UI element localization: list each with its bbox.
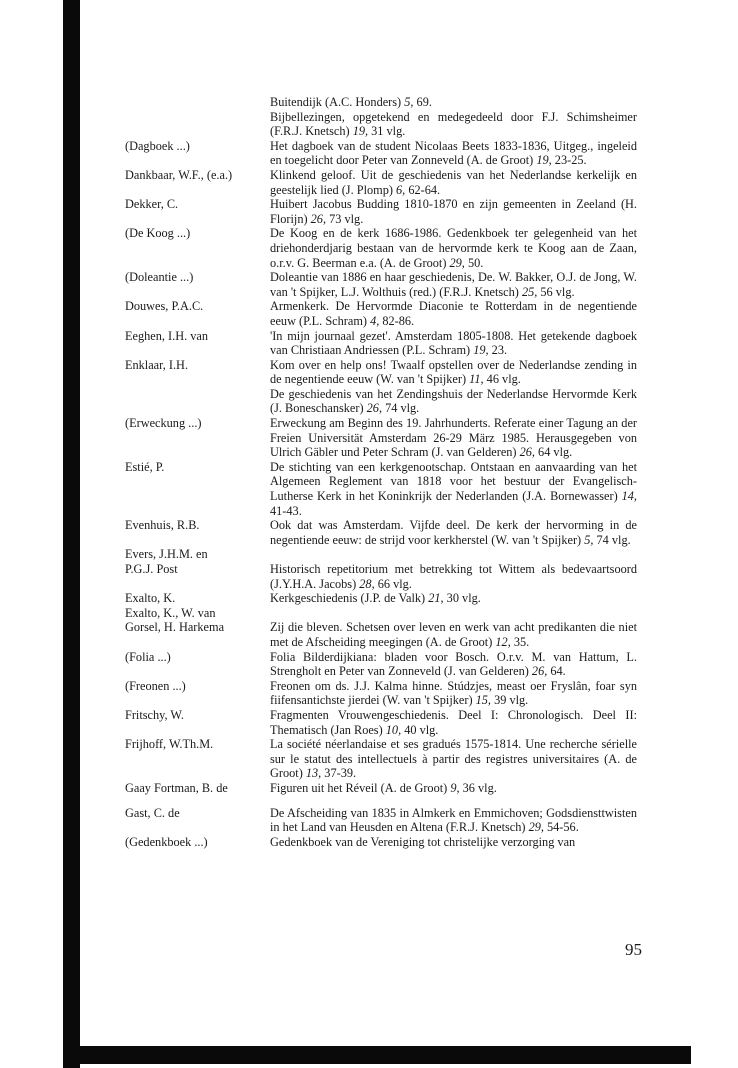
volume-number: 5, [404,95,414,109]
entry-author: Estié, P. [125,459,165,474]
entry-text-part: Figuren uit het Réveil (A. de Groot) [270,780,451,795]
entry-author: (Freonen ...) [125,678,186,693]
entry-text-part: 56 vlg. [537,284,575,299]
entry-text-part: 35. [510,634,530,649]
volume-number: 19, [473,343,489,358]
entry-text [270,518,637,547]
index-entry [125,650,637,679]
entry-author: Eeghen, I.H. van [125,328,208,343]
index-list [125,95,637,849]
entry-text-part: 23. [488,343,508,358]
entry-author: (Erweckung ...) [125,416,202,431]
entry-text [270,299,637,328]
index-entry [125,197,637,226]
entry-text-part: De Koog en de kerk 1686-1986. Gedenkboek ter gelegenheid van het driehonderdjarig bestaan van de hervormde kerk te Koog aan de Zaan, o.r.v. G. Beerman e.a. (A. de Groot) [270,226,637,270]
entry-text-part: Huibert Jacobus Budding 1810-1870 en zijn gemeenten in Zeeland (H. Florijn) [270,197,637,226]
index-entry [125,329,637,358]
volume-number: 15, [475,693,491,708]
entry-text [270,460,637,518]
entry-author: Gast, C. de [125,805,180,820]
entry-text-part: 64. [547,664,566,679]
entry-author: (De Koog ...) [125,226,191,241]
entry-text-part: 23-25. [551,153,587,168]
entry-text-part: Ook dat was Amsterdam. Vijfde deel. De kerk der hervorming in de negentiende eeuw: de strijd voor kerkherstel (W. van 't Spijker) [270,518,637,547]
entry-text-part: Het dagboek van de student Nicolaas Beets 1833-1836, Uitgeg., ingeleid en toegelicht door Peter van Zonneveld (A. de Groot) [270,138,637,168]
entry-text [270,781,637,796]
entry-text-part: 74 vlg. [382,401,420,416]
index-entry [125,110,637,139]
entry-text-part: 41-43. [270,503,302,518]
entry-text-part: 62-64. [405,182,441,197]
entry-text [270,226,637,270]
entry-author: Douwes, P.A.C. [125,299,204,314]
index-entry [125,781,637,796]
page-number: 95 [625,940,642,959]
volume-number: 26, [310,211,327,226]
entry-text [270,168,637,197]
volume-number: 21, [428,591,444,606]
entry-text-part: 50. [464,255,484,270]
volume-number: 29, [528,820,544,835]
entry-text [270,270,637,299]
entry-text-part: Buitendijk (A.C. Honders) [270,95,405,109]
index-entry [125,299,637,328]
entry-text-part: La société néerlandaise et ses gradués 1575-1814. Une recherche sérielle sur le statut des intellectuels à partir des registres universitaires (A. de Groot) [270,737,637,781]
entry-text [270,197,637,226]
entry-text [270,606,637,650]
index-entry [125,460,637,518]
volume-number: 26, [531,664,548,679]
entry-author [125,95,270,110]
entry-text [270,329,637,358]
entry-text-part: 74 vlg. [593,532,631,547]
entry-text-part: Armenkerk. De Hervormde Diaconie te Rotterdam in de negentiende eeuw (P.L. Schram) [270,299,637,328]
entry-text-part: Kerkgeschiedenis (J.P. de Valk) [270,591,429,606]
entry-text-part: Klinkend geloof. Uit de geschiedenis van het Nederlandse kerkelijk en geestelijk lied (J. Plomp) [270,167,637,197]
volume-number: 26, [366,401,383,416]
entry-text-part: 39 vlg. [491,693,529,708]
index-entry [125,679,637,708]
entry-author: Evenhuis, R.B. [125,518,200,533]
index-entry [125,95,637,110]
entry-text-part: 64 vlg. [534,445,573,460]
entry-text-part: Gedenkboek van de Vereniging tot christelijke verzorging van [270,834,576,849]
entry-text-part: 66 vlg. [374,576,412,591]
entry-text-part: Kom over en help ons! Twaalf opstellen over de Nederlandse zending in de negentiende eeuw (W. van 't Spijker) [270,357,637,387]
entry-text-part: 36 vlg. [459,780,497,795]
entry-text-part: 31 vlg. [368,124,406,139]
index-entry [125,139,637,168]
entry-text [270,139,637,168]
volume-number: 6, [396,182,406,197]
index-entry [125,547,637,591]
entry-text-part: Historisch repetitorium met betrekking tot Wittem als bedevaartsoord (J.Y.H.A. Jacobs) [270,562,637,591]
entry-text-part: Folia Bilderdijkiana: bladen voor Bosch. O.r.v. M. van Hattum, L. Strengholt en Peter van Zonneveld (J. van Gelderen) [270,649,637,679]
entry-text [270,737,637,781]
entry-author: Exalto, K., W. van Gorsel, H. Harkema [125,605,225,635]
entry-author: Fritschy, W. [125,707,184,722]
volume-number: 9, [450,780,460,795]
entry-text-part: 37-39. [321,766,357,781]
entry-author: (Gedenkboek ...) [125,834,208,849]
index-entry [125,226,637,270]
entry-author: Dekker, C. [125,197,179,212]
entry-author: Evers, J.H.M. en P.G.J. Post [125,547,208,576]
entry-author: Dankbaar, W.F., (e.a.) [125,167,233,182]
entry-author: (Doleantie ...) [125,270,194,285]
entry-text-part: 54-56. [543,820,579,835]
entry-text [270,110,637,139]
entry-author: Gaay Fortman, B. de [125,780,228,795]
entry-text-part: 82-86. [379,313,415,328]
entry-text [270,679,637,708]
volume-number: 29, [449,255,465,270]
volume-number: 19, [536,153,552,168]
volume-number: 26, [519,445,535,460]
index-entry [125,270,637,299]
index-entry [125,591,637,606]
volume-number: 4, [370,313,380,328]
entry-author: (Dagboek ...) [125,138,190,153]
entry-text [270,650,637,679]
entry-text [270,416,637,460]
volume-number: 12, [495,634,511,649]
scan-left-edge [63,0,80,1068]
scan-bottom-edge [63,1046,691,1064]
entry-text-part: De Afscheiding van 1835 in Almkerk en Emmichoven; Godsdiensttwisten in het Land van Heusden en Altena (F.R.J. Knetsch) [270,805,637,835]
volume-number: 14, [621,489,637,504]
entry-text-part: De stichting van een kerkgenootschap. Ontstaan en aanvaarding van het Algemeen Reglement van 1818 voor het bestuur der Evangelisch-Lutherse Kerk in het Koninkrijk der Nederlanden (J.A. Bornewasser) [270,459,637,504]
volume-number: 19, [352,124,369,139]
index-entry [125,416,637,460]
entry-author: Frijhoff, W.Th.M. [125,737,214,752]
entry-text [270,547,637,591]
entry-text [270,835,637,850]
entry-text-part: 69. [413,95,432,109]
index-entry [125,358,637,387]
volume-number: 10, [385,722,402,737]
index-entry [125,168,637,197]
entry-text-part: 73 vlg. [326,211,364,226]
entry-text-part: Doleantie van 1886 en haar geschiedenis, De. W. Bakker, O.J. de Jong, W. van 't Spijker, L.J. Wolthuis (red.) (F.R.J. Knetsch) [270,270,637,299]
entry-text [270,358,637,387]
index-entry [125,708,637,737]
entry-text-part: 46 vlg. [483,372,521,387]
entry-author [125,387,270,416]
index-entry [125,518,637,547]
index-entry [125,606,637,650]
entry-text [270,806,637,835]
entry-text [270,708,637,737]
volume-number: 11, [469,372,484,387]
entry-text-part: De geschiedenis van het Zendingshuis der Nederlandse Hervormde Kerk (J. Boneschansker) [270,386,637,416]
entry-author: Enklaar, I.H. [125,357,189,372]
entry-author [125,110,270,139]
entry-text-part: Bijbellezingen, opgetekend en medegedeeld door F.J. Schimsheimer (F.R.J. Knetsch) [270,109,637,139]
entry-text-part: Zij die bleven. Schetsen over leven en werk van acht predikanten die niet met de Afscheiding meegingen (A. de Groot) [270,620,637,649]
entry-text-part: Freonen om ds. J.J. Kalma hinne. Stúdzjes, meast oer Fryslân, foar syn fiifensantichste jierdei (W. van 't Spijker) [270,678,637,708]
entry-text-part: 40 vlg. [401,722,439,737]
entry-author: (Folia ...) [125,649,171,664]
entry-author: Exalto, K. [125,591,176,606]
index-entry [125,806,637,835]
entry-text [270,591,637,606]
entry-text-part: 'In mijn journaal gezet'. Amsterdam 1805-1808. Het getekende dagboek van Christiaan Andriessen (P.L. Schram) [270,328,637,358]
entry-text-part: Fragmenten Vrouwengeschiedenis. Deel I: Chronologisch. Deel II: Thematisch (Jan Roes) [270,707,637,737]
entry-text [270,95,637,110]
entry-text-part: Erweckung am Beginn des 19. Jahrhunderts. Referate einer Tagung an der Freien Universität Amsterdam 26-29 März 1985. Herausgegeben von Ulrich Gäbler und Peter Schram (J. van Gelderen) [270,416,637,460]
volume-number: 28, [359,576,375,591]
entry-text [270,387,637,416]
index-entry [125,737,637,781]
volume-number: 25, [521,284,538,299]
index-entry [125,835,637,850]
index-entry [125,387,637,416]
entry-text-part: 30 vlg. [443,591,481,606]
volume-number: 5, [584,532,594,547]
volume-number: 13, [305,766,322,781]
